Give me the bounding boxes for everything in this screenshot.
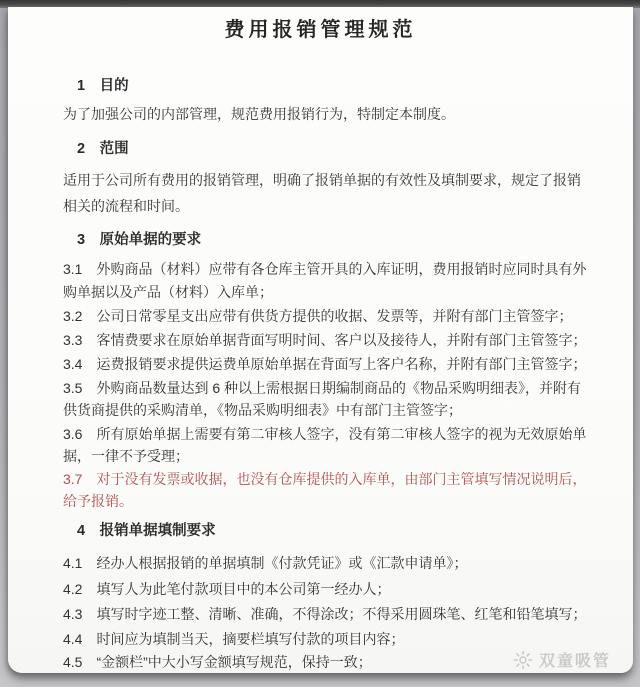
item-4-3-line: 4.3 填写时字迹工整、清晰、准确，不得涂改；不得采用圆珠笔、红笔和铅笔填写； (63, 606, 587, 622)
item-3-4-line: 3.4 运费报销要求提供运费单原始单据在背面写上客户名称，并附有部门主管签字； (63, 356, 587, 372)
watermark (513, 648, 611, 671)
section-3-heading: 3 原始单据的要求 (77, 232, 202, 248)
item-4-2-line: 4.2 填写人为此笔付款项目中的本公司第一经办人； (63, 581, 391, 597)
item-3-6-line: 据，一律不予受理； (63, 448, 189, 464)
item-3-2-line: 3.2 公司日常零星支出应带有供货方提供的收据、发票等，并附有部门主管签字； (63, 308, 573, 324)
item-3-1-line: 3.1 外购商品（材料）应带有各仓库主管开具的入库证明，费用报销时应同时具有外 (63, 261, 587, 277)
document-title: 费用报销管理规范 (224, 19, 417, 41)
paragraph-line: 相关的流程和时间。 (63, 198, 189, 214)
item-3-6-line: 3.6 所有原始单据上需要有第二审核人签字，没有第二审核人签字的视为无效原始单 (63, 426, 587, 442)
item-3-5-line: 供货商提供的采购清单，《物品采购明细表》中有部门主管签字； (63, 402, 462, 418)
item-4-5-line: 4.5 “金额栏”中大小写金额填写规范，保持一致； (63, 654, 372, 670)
section-1-heading: 1 目的 (77, 78, 129, 94)
item-4-1-line: 4.1 经办人根据报销的单据填制《付款凭证》或《汇款申请单》； (63, 555, 468, 571)
item-3-3-line: 3.3 客情费要求在原始单据背面写明时间、客户以及接待人，并附有部门主管签字； (63, 332, 587, 348)
item-3-7-line-highlighted: 给予报销。 (63, 493, 133, 509)
paragraph-line: 适用于公司所有费用的报销管理，明确了报销单据的有效性及填制要求，规定了报销 (63, 172, 581, 188)
item-3-1-line: 购单据以及产品（材料）入库单； (63, 284, 273, 300)
watermark-text: 双童吸管 (538, 653, 611, 670)
section-4-heading: 4 报销单据填制要求 (77, 523, 216, 539)
item-4-4-line: 4.4 时间应为填制当天，摘要栏填写付款的项目内容； (63, 631, 405, 647)
item-3-7-line-highlighted: 3.7 对于没有发票或收据，也没有仓库提供的入库单，由部门主管填写情况说明后， (63, 471, 587, 487)
burst-icon (513, 650, 533, 670)
document-page (8, 7, 633, 673)
paragraph-line: 为了加强公司的内部管理，规范费用报销行为，特制定本制度。 (63, 106, 455, 122)
item-3-5-line: 3.5 外购商品数量达到 6 种以上需根据日期编制商品的《物品采购明细表》，并附有 (63, 380, 582, 396)
section-2-heading: 2 范围 (77, 141, 129, 157)
